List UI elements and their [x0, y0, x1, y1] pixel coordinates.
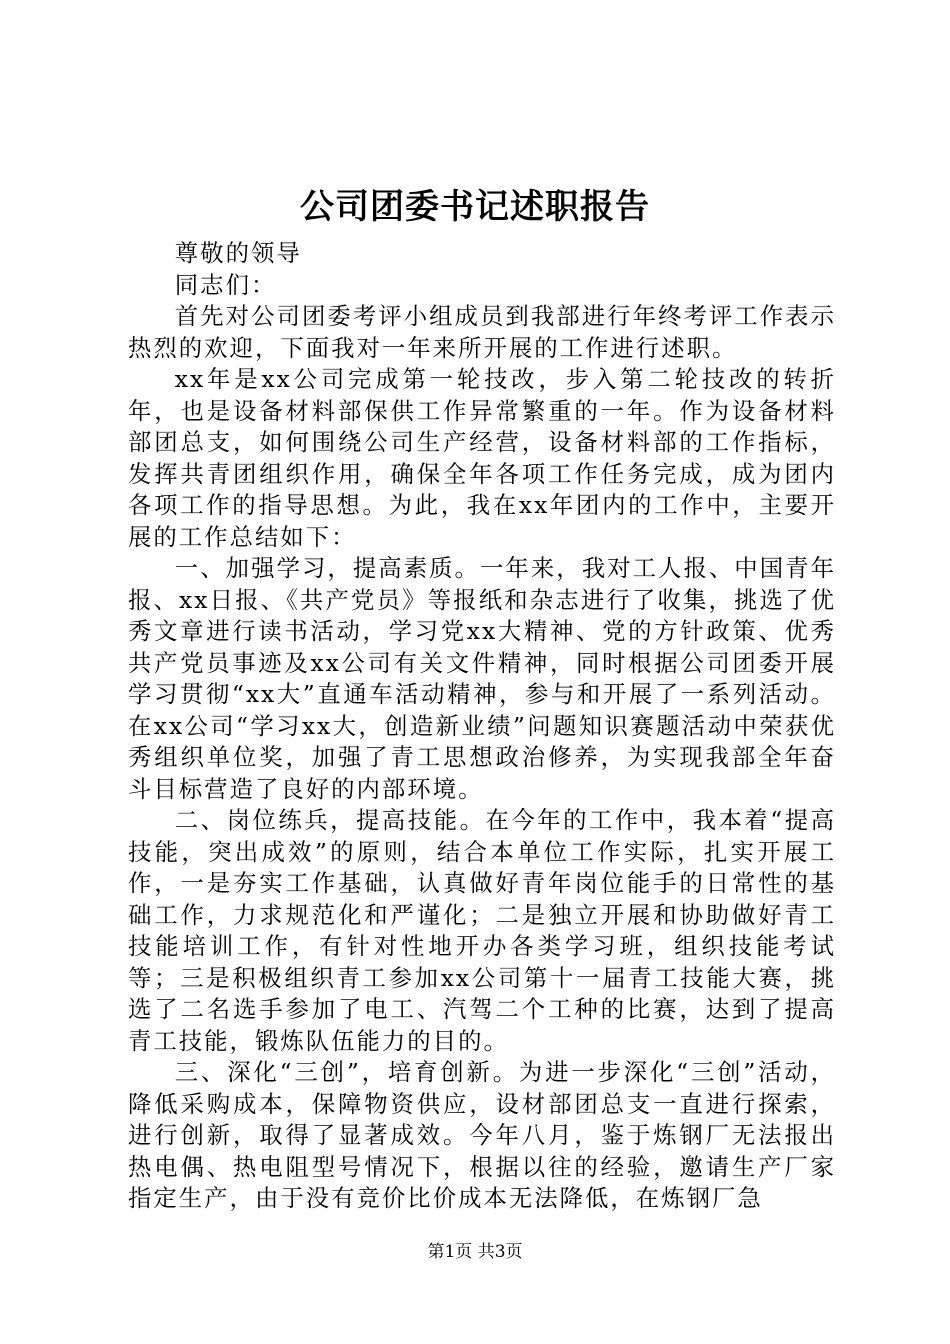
document-body	[128, 238, 836, 1215]
paragraph-skills: 二、岗位练兵，提高技能。在今年的工作中，我本着“提高技能，突出成效”的原则，结合本单位工作实际，扎实开展工作，一是夯实工作基础，认真做好青年岗位能手的日常性的基础工作，力求规范化和严谨化；二是独立开展和协助做好青工技能培训工作，有针对性地开办各类学习班，组织技能考试等；三是积极组织青工参加xx公司第十一届青工技能大赛，挑选了二名选手参加了电工、汽驾二个工种的比赛，达到了提高青工技能，锻炼队伍能力的目的。	[128, 806, 836, 1055]
paragraph-study: 一、加强学习，提高素质。一年来，我对工人报、中国青年报、xx日报、《共产党员》等报纸和杂志进行了收集，挑选了优秀文章进行读书活动，学习党xx大精神、党的方针政策、优秀共产党员事迹及xx公司有关文件精神，同时根据公司团委开展学习贯彻“xx大”直通车活动精神，参与和开展了一系列活动。在xx公司“学习xx大，创造新业绩”问题知识赛题活动中荣获优秀组织单位奖，加强了青工思想政治修养，为实现我部全年奋斗目标营造了良好的内部环境。	[128, 554, 836, 803]
paragraph-welcome: 首先对公司团委考评小组成员到我部进行年终考评工作表示热烈的欢迎，下面我对一年来所开展的工作进行述职。	[128, 302, 836, 362]
paragraph-overview: xx年是xx公司完成第一轮技改，步入第二轮技改的转折年，也是设备材料部保供工作异常繁重的一年。作为设备材料部团总支，如何围绕公司生产经营，设备材料部的工作指标，发挥共青团组织作用，确保全年各项工作任务完成，成为团内各项工作的指导思想。为此，我在xx年团内的工作中，主要开展的工作总结如下：	[128, 365, 836, 551]
salutation-leaders: 尊敬的领导	[174, 239, 302, 267]
document-title: 公司团委书记述职报告	[300, 187, 650, 227]
page-number: 第1页 共3页	[427, 1242, 523, 1262]
salutation-comrades: 同志们：	[174, 270, 277, 299]
paragraph-innovation: 三、深化“三创”，培育创新。为进一步深化“三创”活动，降低采购成本，保障物资供应，设材部团总支一直进行探索，进行创新，取得了显著成效。今年八月，鉴于炼钢厂无法报出热电偶、热电阻型号情况下，根据以往的经验，邀请生产厂家指定生产，由于没有竞价比价成本无法降低，在炼钢厂急	[128, 1058, 836, 1212]
